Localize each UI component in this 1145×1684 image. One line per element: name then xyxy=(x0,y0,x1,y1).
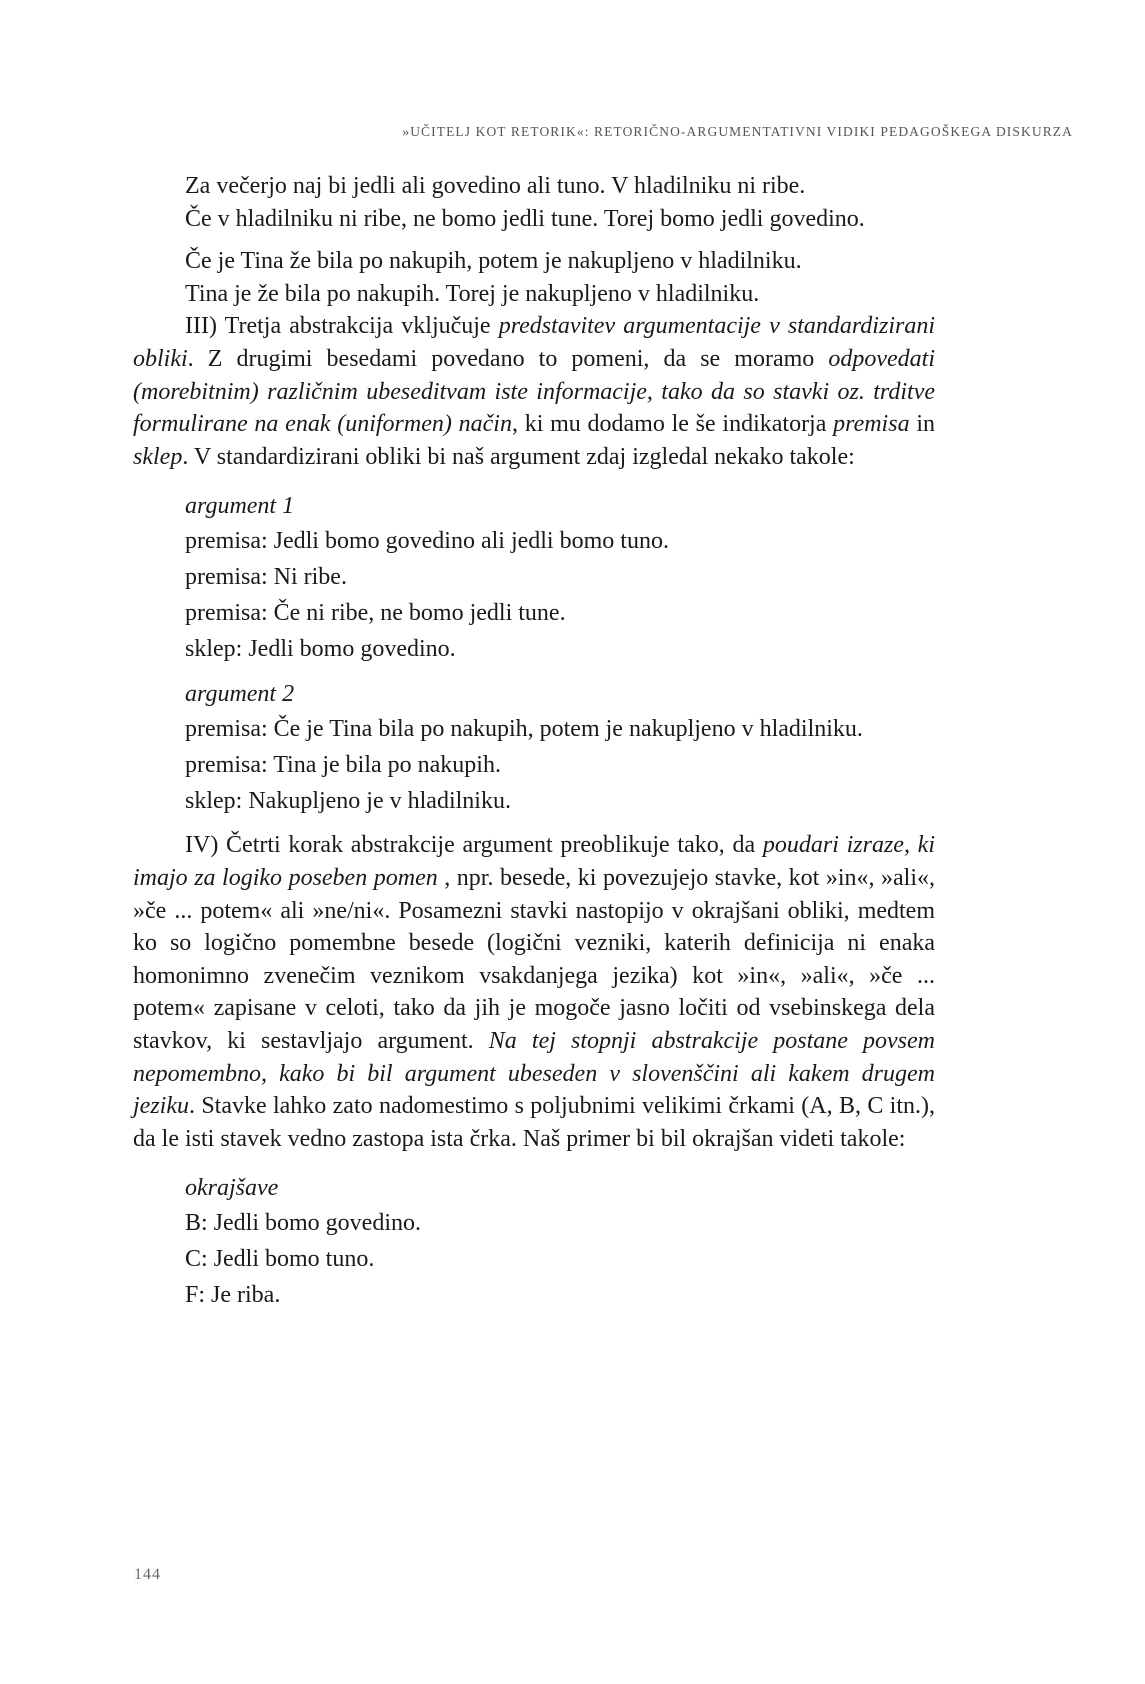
emphasis: predstavitev argumentacije v standardizirani obliki xyxy=(133,313,935,372)
text: , npr. besede, ki povezujejo stavke, kot »in«, »ali«, »če ... potem« ali »ne/ni«. Posamezni stavki nastopijo v okrajšani obliki, medtem ko so logično pomembne besede (logični vezniki, katerih definicija ni enaka homonimno zvenečim veznikom vsakdanjega jezika) kot »in«, »ali«, »če ... potem« zapisane v celoti, tako da jih je mogoče jasno ločiti od vsebinskega dela stavkov, ki sestavljajo argument. xyxy=(133,864,936,1054)
argument-2 xyxy=(133,677,935,819)
argument-1-title: argument 1 xyxy=(185,493,295,520)
text: III) Tretja abstrakcija vključuje xyxy=(185,313,499,340)
argument-2-line: premisa: Tina je bila po nakupih. xyxy=(185,752,501,779)
argument-2-line: premisa: Če je Tina bila po nakupih, potem je nakupljeno v hladilniku. xyxy=(185,716,863,743)
argument-1-line: premisa: Če ni ribe, ne bomo jedli tune. xyxy=(185,600,566,627)
argument-1 xyxy=(133,489,935,667)
argument-1-line: premisa: Ni ribe. xyxy=(185,564,347,591)
paragraph-iv xyxy=(133,829,935,1155)
paragraph-iii xyxy=(133,310,935,473)
text: . V standardizirani obliki bi naš argument zdaj izgledal nekako takole: xyxy=(182,443,855,470)
text: . Stavke lahko zato nadomestimo s poljubnimi velikimi črkami (A, B, C itn.), da le isti stavek vedno zastopa ista črka. Naš primer bi bil okrajšan videti takole: xyxy=(133,1093,935,1152)
abbreviations xyxy=(133,1171,935,1313)
text: in xyxy=(909,411,935,438)
example-1-line-1: Za večerjo naj bi jedli ali govedino ali tuno. V hladilniku ni ribe. xyxy=(185,173,806,199)
argument-2-line: sklep: Nakupljeno je v hladilniku. xyxy=(185,788,511,815)
example-2 xyxy=(133,245,935,310)
page-body xyxy=(133,170,935,1313)
example-2-line-1: Če je Tina že bila po nakupih, potem je nakupljeno v hladilniku. xyxy=(185,248,802,275)
abbreviation-line: F: Je riba. xyxy=(185,1282,281,1309)
example-2-line-2: Tina je že bila po nakupih. Torej je nakupljeno v hladilniku. xyxy=(185,280,760,307)
emphasis: poudari izraze, ki imajo za logiko poseben pomen xyxy=(133,832,935,891)
emphasis: sklep xyxy=(133,443,183,470)
text: . Z drugimi besedami povedano to pomeni, da se moramo xyxy=(187,345,829,372)
abbreviation-line: B: Jedli bomo govedino. xyxy=(185,1210,421,1237)
argument-2-title: argument 2 xyxy=(185,681,295,708)
text: IV) Četrti korak abstrakcije argument preoblikuje tako, da xyxy=(185,832,763,859)
emphasis: Na tej stopnji abstrakcije postane povsem nepomembno, kako bi bil argument ubeseden v slovenščini ali kakem drugem jeziku xyxy=(133,1027,935,1120)
example-1 xyxy=(133,170,935,235)
abbreviations-title: okrajšave xyxy=(185,1175,279,1202)
argument-1-line: sklep: Jedli bomo govedino. xyxy=(185,636,456,663)
text: , ki mu dodamo le še indikatorja xyxy=(511,411,834,438)
abbreviation-line: C: Jedli bomo tuno. xyxy=(185,1246,375,1273)
example-1-line-2: Če v hladilniku ni ribe, ne bomo jedli tune. Torej bomo jedli govedino. xyxy=(185,205,865,232)
argument-1-line: premisa: Jedli bomo govedino ali jedli bomo tuno. xyxy=(185,528,669,555)
page-number: 144 xyxy=(134,1566,161,1583)
emphasis: premisa xyxy=(833,411,910,438)
emphasis: odpovedati (morebitnim) različnim ubeseditvam iste informacije, tako da so stavki oz. trditve formulirane na enak (uniformen) način xyxy=(133,345,935,438)
running-head: »UČITELJ KOT RETORIK«: RETORIČNO-ARGUMENTATIVNI VIDIKI PEDAGOŠKEGA DISKURZA xyxy=(402,124,1073,139)
